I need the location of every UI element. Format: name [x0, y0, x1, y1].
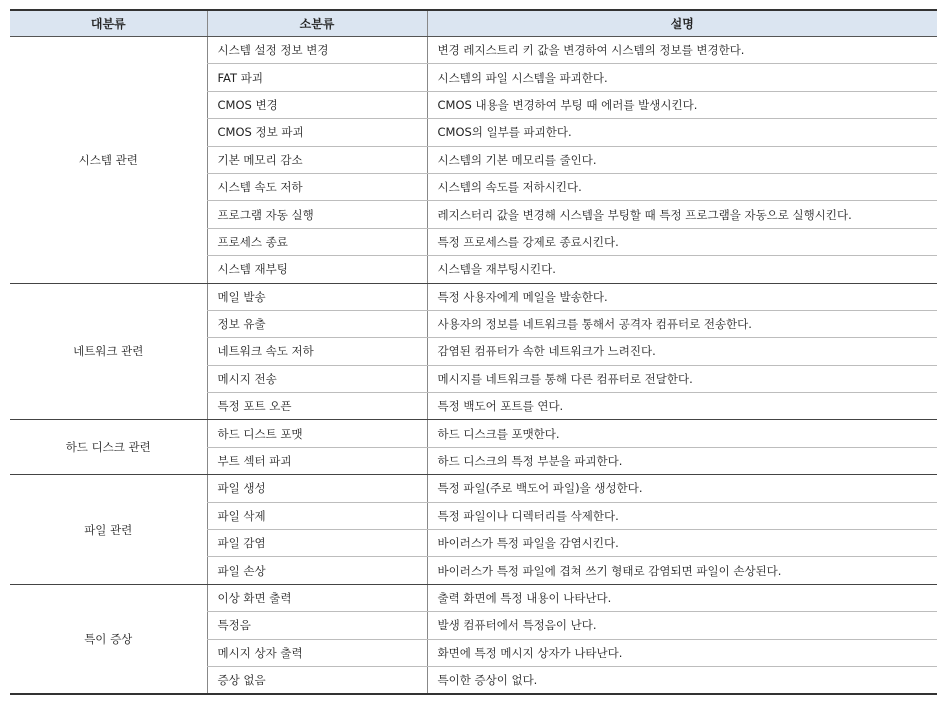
category-cell: 파일 관련: [10, 475, 207, 585]
description-cell: CMOS의 일부를 파괴한다.: [427, 119, 937, 146]
header-major-category: 대분류: [10, 10, 207, 37]
subcategory-cell: 시스템 설정 정보 변경: [207, 37, 427, 64]
description-cell: 메시지를 네트워크를 통해 다른 컴퓨터로 전달한다.: [427, 365, 937, 392]
subcategory-cell: 메시지 상자 출력: [207, 639, 427, 666]
subcategory-cell: 특정음: [207, 612, 427, 639]
description-cell: 시스템의 파일 시스템을 파괴한다.: [427, 64, 937, 91]
subcategory-cell: 파일 삭제: [207, 502, 427, 529]
description-cell: 발생 컴퓨터에서 특정음이 난다.: [427, 612, 937, 639]
subcategory-cell: CMOS 정보 파괴: [207, 119, 427, 146]
subcategory-cell: 특정 포트 오픈: [207, 393, 427, 420]
subcategory-cell: 네트워크 속도 저하: [207, 338, 427, 365]
table-row: [10, 283, 937, 310]
category-cell: 하드 디스크 관련: [10, 420, 207, 475]
subcategory-cell: 프로그램 자동 실행: [207, 201, 427, 228]
description-cell: 시스템의 기본 메모리를 줄인다.: [427, 146, 937, 173]
subcategory-cell: FAT 파괴: [207, 64, 427, 91]
category-cell: 네트워크 관련: [10, 283, 207, 420]
description-cell: 하드 디스크의 특정 부분을 파괴한다.: [427, 447, 937, 474]
description-cell: 출력 화면에 특정 내용이 나타난다.: [427, 584, 937, 611]
header-description: 설명: [427, 10, 937, 37]
description-cell: 특정 프로세스를 강제로 종료시킨다.: [427, 228, 937, 255]
description-cell: 특정 백도어 포트를 연다.: [427, 393, 937, 420]
subcategory-cell: 시스템 속도 저하: [207, 173, 427, 200]
table-row: [10, 584, 937, 611]
description-cell: 시스템을 재부팅시킨다.: [427, 256, 937, 283]
subcategory-cell: 이상 화면 출력: [207, 584, 427, 611]
table-row: [10, 37, 937, 64]
subcategory-cell: 시스템 재부팅: [207, 256, 427, 283]
description-cell: CMOS 내용을 변경하여 부팅 때 에러를 발생시킨다.: [427, 91, 937, 118]
subcategory-cell: 파일 감염: [207, 530, 427, 557]
subcategory-cell: 메시지 전송: [207, 365, 427, 392]
description-cell: 변경 레지스트리 키 값을 변경하여 시스템의 정보를 변경한다.: [427, 37, 937, 64]
description-cell: 특정 파일(주로 백도어 파일)을 생성한다.: [427, 475, 937, 502]
header-minor-category: 소분류: [207, 10, 427, 37]
subcategory-cell: 프로세스 종료: [207, 228, 427, 255]
table-row: [10, 420, 937, 447]
category-cell: 시스템 관련: [10, 37, 207, 284]
subcategory-cell: CMOS 변경: [207, 91, 427, 118]
subcategory-cell: 기본 메모리 감소: [207, 146, 427, 173]
subcategory-cell: 정보 유출: [207, 310, 427, 337]
subcategory-cell: 증상 없음: [207, 666, 427, 694]
subcategory-cell: 파일 생성: [207, 475, 427, 502]
description-cell: 하드 디스크를 포맷한다.: [427, 420, 937, 447]
table-row: [10, 475, 937, 502]
description-cell: 감염된 컴퓨터가 속한 네트워크가 느려진다.: [427, 338, 937, 365]
description-cell: 특정 사용자에게 메일을 발송한다.: [427, 283, 937, 310]
description-cell: 바이러스가 특정 파일에 겹쳐 쓰기 형태로 감염되면 파일이 손상된다.: [427, 557, 937, 584]
symptom-table: [10, 9, 937, 695]
description-cell: 레지스터리 값을 변경해 시스템을 부팅할 때 특정 프로그램을 자동으로 실행시킨다.: [427, 201, 937, 228]
header-row: [10, 10, 937, 37]
description-cell: 바이러스가 특정 파일을 감염시킨다.: [427, 530, 937, 557]
description-cell: 사용자의 정보를 네트워크를 통해서 공격자 컴퓨터로 전송한다.: [427, 310, 937, 337]
subcategory-cell: 메일 발송: [207, 283, 427, 310]
category-cell: 특이 증상: [10, 584, 207, 694]
description-cell: 시스템의 속도를 저하시킨다.: [427, 173, 937, 200]
description-cell: 화면에 특정 메시지 상자가 나타난다.: [427, 639, 937, 666]
table-body: [10, 37, 937, 695]
description-cell: 특정 파일이나 디렉터리를 삭제한다.: [427, 502, 937, 529]
subcategory-cell: 부트 섹터 파괴: [207, 447, 427, 474]
description-cell: 특이한 증상이 없다.: [427, 666, 937, 694]
subcategory-cell: 하드 디스트 포맷: [207, 420, 427, 447]
subcategory-cell: 파일 손상: [207, 557, 427, 584]
